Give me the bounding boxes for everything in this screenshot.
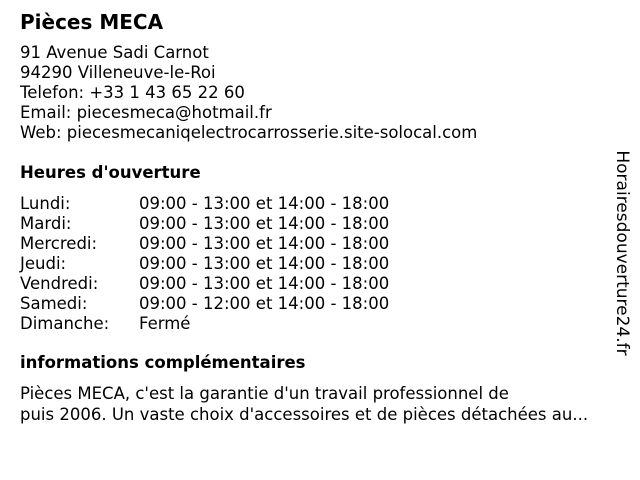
phone-line: Telefon: +33 1 43 65 22 60 (20, 83, 245, 102)
business-description (20, 383, 588, 425)
website-line: Web: piecesmecaniqelectrocarrosserie.site-solocal.com (20, 123, 478, 142)
day-label: Samedi: (20, 294, 88, 313)
opening-hours-heading: Heures d'ouverture (20, 163, 201, 182)
contact-block (20, 43, 477, 143)
description-line-1: Pièces MECA, c'est la garantie d'un travail professionnel de (20, 384, 509, 403)
email-line: Email: piecesmeca@hotmail.fr (20, 103, 272, 122)
time-value: Fermé (139, 314, 191, 333)
day-label: Lundi: (20, 194, 71, 213)
time-value: 09:00 - 13:00 et 14:00 - 18:00 (139, 254, 390, 273)
day-label: Dimanche: (20, 314, 110, 333)
day-label: Jeudi: (20, 254, 67, 273)
address-city: 94290 Villeneuve-le-Roi (20, 63, 216, 82)
time-value: 09:00 - 13:00 et 14:00 - 18:00 (139, 214, 390, 233)
description-line-2: puis 2006. Un vaste choix d'accessoires et de pièces détachées au... (20, 405, 589, 424)
day-label: Mercredi: (20, 234, 98, 253)
time-value: 09:00 - 13:00 et 14:00 - 18:00 (139, 274, 390, 293)
time-value: 09:00 - 13:00 et 14:00 - 18:00 (139, 194, 390, 213)
additional-info-heading: informations complémentaires (20, 353, 306, 372)
time-value: 09:00 - 12:00 et 14:00 - 18:00 (139, 294, 390, 313)
day-label: Vendredi: (20, 274, 99, 293)
time-value: 09:00 - 13:00 et 14:00 - 18:00 (139, 234, 390, 253)
business-name: Pièces MECA (20, 10, 164, 34)
day-label: Mardi: (20, 214, 72, 233)
address-street: 91 Avenue Sadi Carnot (20, 43, 209, 62)
site-brand-vertical: Horairesdouverture24.fr (612, 150, 632, 356)
